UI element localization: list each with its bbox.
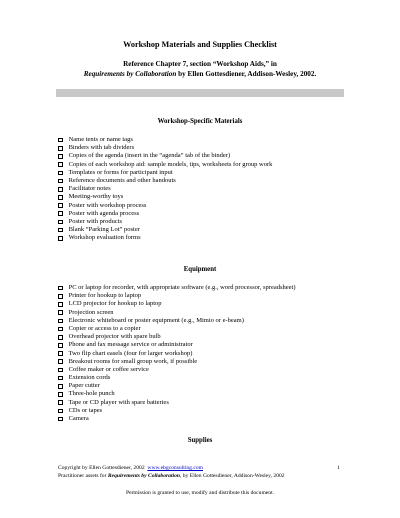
checklist-item-label: Templates or forms for participant input [68,168,173,176]
checkbox-icon[interactable] [58,138,63,143]
checkbox-icon[interactable] [58,343,63,348]
checklist-item-label: Two flip chart easels (four for larger workshop) [68,349,193,357]
checklist-item [58,325,296,333]
checklist-item-label: Copies of each workshop aid: sample models, tips, worksheets for group work [68,160,273,168]
checklist-item-label: Copies of the agenda (insert in the “agenda” tab of the binder) [68,152,231,160]
checkbox-icon[interactable] [58,319,63,324]
permission-notice: Permission is granted to use, modify and distribute this document. [125,490,275,496]
copyright-text: Copyright by Ellen Gottesdiener, 2002 [58,465,145,471]
checklist-item [58,152,272,160]
reference-line-2 [0,70,400,78]
checkbox-icon[interactable] [58,162,63,167]
checkbox-icon[interactable] [58,294,63,299]
checklist-item [58,169,272,177]
checklist-item [58,177,272,185]
checklist-item [58,399,296,407]
checkbox-icon[interactable] [58,392,63,397]
checklist-item [58,366,296,374]
checkbox-icon[interactable] [58,335,63,340]
page-number: 1 [337,465,340,471]
checklist-item [58,390,296,398]
checkbox-icon[interactable] [58,359,63,364]
checklist-item [58,234,272,242]
checklist-item-label: Projection screen [68,308,114,316]
workshop-materials-list [58,136,272,242]
checklist-item [58,218,272,226]
checklist-item [58,136,272,144]
reference-author: by Ellen Gottesdiener, Addison-Wesley, 2002. [176,70,317,78]
checklist-item-label: Blank “Parking Lot” poster [68,226,140,234]
checklist-item-label: Camera [68,415,89,422]
checkbox-icon[interactable] [58,211,63,216]
checklist-item [58,284,296,292]
checkbox-icon[interactable] [58,302,63,307]
checklist-item [58,185,272,193]
checklist-item [58,341,296,349]
section-heading-supplies: Supplies [187,437,213,444]
checklist-item [58,309,296,317]
reference-line-1: Reference Chapter 7, section “Workshop Aids,” in [123,60,277,68]
checklist-item [58,374,296,382]
checklist-item [58,144,272,152]
checklist-item-label: Binders with tab dividers [68,144,135,152]
checkbox-icon[interactable] [58,179,63,184]
checkbox-icon[interactable] [58,171,63,176]
checklist-item [58,317,296,325]
book-title: Requirements by Collaboration [83,70,177,78]
checklist-item-label: Poster with agenda process [68,209,140,217]
checklist-item [58,350,296,358]
checkbox-icon[interactable] [58,146,63,151]
checkbox-icon[interactable] [58,203,63,208]
checklist-item [58,333,296,341]
checklist-item-label: Breakout rooms for small group work, if possible [68,357,198,365]
checklist-item-label: Electronic whiteboard or poster equipment (e.g., Mimio or e-beam) [68,316,244,324]
checklist-item [58,226,272,234]
checkbox-icon[interactable] [58,154,63,159]
checkbox-icon[interactable] [58,195,63,200]
checkbox-icon[interactable] [58,417,63,422]
checklist-item-label: Workshop evaluation forms [68,234,141,242]
checklist-item-label: Copier or access to a copier [68,324,141,332]
separator-bar [56,89,344,97]
checkbox-icon[interactable] [58,384,63,389]
section-heading-equipment: Equipment [183,266,217,273]
checklist-item-label: Phone and fax message service or administrator [68,341,193,349]
checklist-item [58,193,272,201]
checkbox-icon[interactable] [58,409,63,414]
checklist-item [58,292,296,300]
checklist-item-label: LCD projector for hookup to laptop [68,300,162,308]
checklist-item-label: Meeting-worthy toys [68,193,124,201]
footer-copyright-line [58,465,203,471]
checklist-item [58,300,296,308]
checklist-item-label: Poster with workshop process [68,201,147,209]
checkbox-icon[interactable] [58,310,63,315]
document-title: Workshop Materials and Supplies Checklist [123,40,277,49]
checkbox-icon[interactable] [58,286,63,291]
checklist-item [58,210,272,218]
checkbox-icon[interactable] [58,368,63,373]
footer-book-title: Requirements by Collaboration [107,473,180,479]
checkbox-icon[interactable] [58,400,63,405]
checkbox-icon[interactable] [58,351,63,356]
checklist-item [58,358,296,366]
checklist-item-label: Overhead projector with spare bulb [68,333,161,341]
checklist-item-label: Reference documents and other handouts [68,176,176,184]
checklist-item-label: CDs or tapes [68,406,103,414]
checkbox-icon[interactable] [58,220,63,225]
checkbox-icon[interactable] [58,376,63,381]
checklist-item-label: Coffee maker or coffee service [68,365,149,373]
checkbox-icon[interactable] [58,187,63,192]
checklist-item-label: Facilitator notes [68,185,111,193]
checklist-item [58,161,272,169]
footer-practitioner-line: Practitioner assets for Requirements by Collaboration, by Ellen Gottesdiener, Addison-Wesley, 2002 [58,473,285,479]
checklist-item-label: Tape or CD player with spare batteries [68,398,169,406]
section-heading-workshop-materials: Workshop-Specific Materials [157,118,243,125]
checklist-item [58,415,296,423]
checkbox-icon[interactable] [58,228,63,233]
checkbox-icon[interactable] [58,327,63,332]
checklist-item-label: Poster with products [68,217,123,225]
checklist-item [58,407,296,415]
checklist-item [58,202,272,210]
checklist-item-label: Name tents or name tags [68,136,133,143]
checklist-item [58,382,296,390]
checklist-item-label: Three-hole punch [68,390,115,398]
checklist-item-label: Paper cutter [68,382,100,390]
equipment-list [58,284,296,423]
website-link[interactable]: www.ebgconsulting.com [147,465,203,471]
checklist-item-label: Printer for hookup to laptop [68,292,142,300]
checkbox-icon[interactable] [58,236,63,241]
checklist-item-label: Extension cords [68,374,111,382]
checklist-item-label: PC or laptop for recorder, with appropriate software (e.g., word processor, spreadsheet) [68,284,296,291]
